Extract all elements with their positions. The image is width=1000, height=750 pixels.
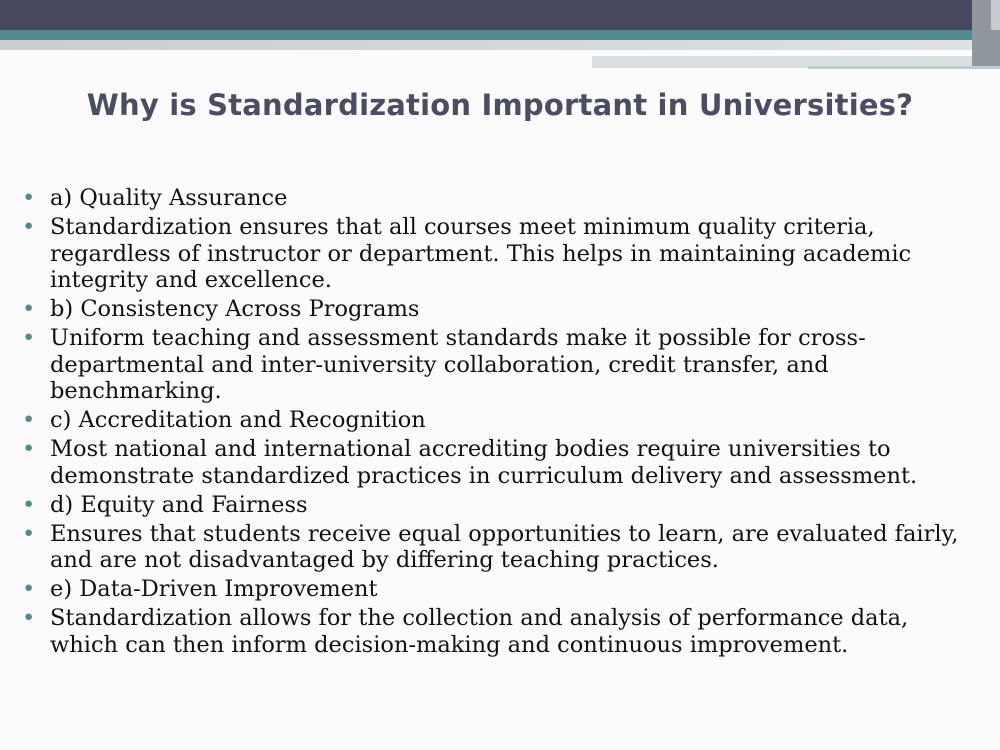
bullet-heading-consistency: • b) Consistency Across Programs <box>22 296 982 323</box>
bullet-heading-equity: • d) Equity and Fairness <box>22 492 982 519</box>
decorative-line-thin <box>808 66 1000 69</box>
bullet-text-equity: • Ensures that students receive equal opportunities to learn, are evaluated fairly, and are not disadvantaged by differing teaching practices. <box>22 521 982 574</box>
bullet-list <box>22 185 982 661</box>
header-accent-band <box>0 30 1000 40</box>
bullet-text-quality-assurance: • Standardization ensures that all courses meet minimum quality criteria, regardless of instructor or department. This helps in maintaining academic integrity and excellence. <box>22 214 982 294</box>
bullet-heading-quality-assurance: • a) Quality Assurance <box>22 185 982 212</box>
bullet-text-data-driven: • Standardization allows for the collection and analysis of performance data, which can then inform decision-making and continuous improvement. <box>22 605 982 658</box>
bullet-text-consistency: • Uniform teaching and assessment standards make it possible for cross-departmental and inter-university collaboration, credit transfer, and benchmarking. <box>22 325 982 405</box>
header-bar <box>0 0 1000 30</box>
header-corner-accent <box>991 0 1000 30</box>
bullet-text-accreditation: • Most national and international accrediting bodies require universities to demonstrate standardized practices in curriculum delivery and assessment. <box>22 436 982 489</box>
bullet-heading-data-driven: • e) Data-Driven Improvement <box>22 576 982 603</box>
bullet-heading-accreditation: • c) Accreditation and Recognition <box>22 407 982 434</box>
slide-title: Why is Standardization Important in Universities? <box>86 88 914 122</box>
header-shadow-band <box>0 40 1000 50</box>
